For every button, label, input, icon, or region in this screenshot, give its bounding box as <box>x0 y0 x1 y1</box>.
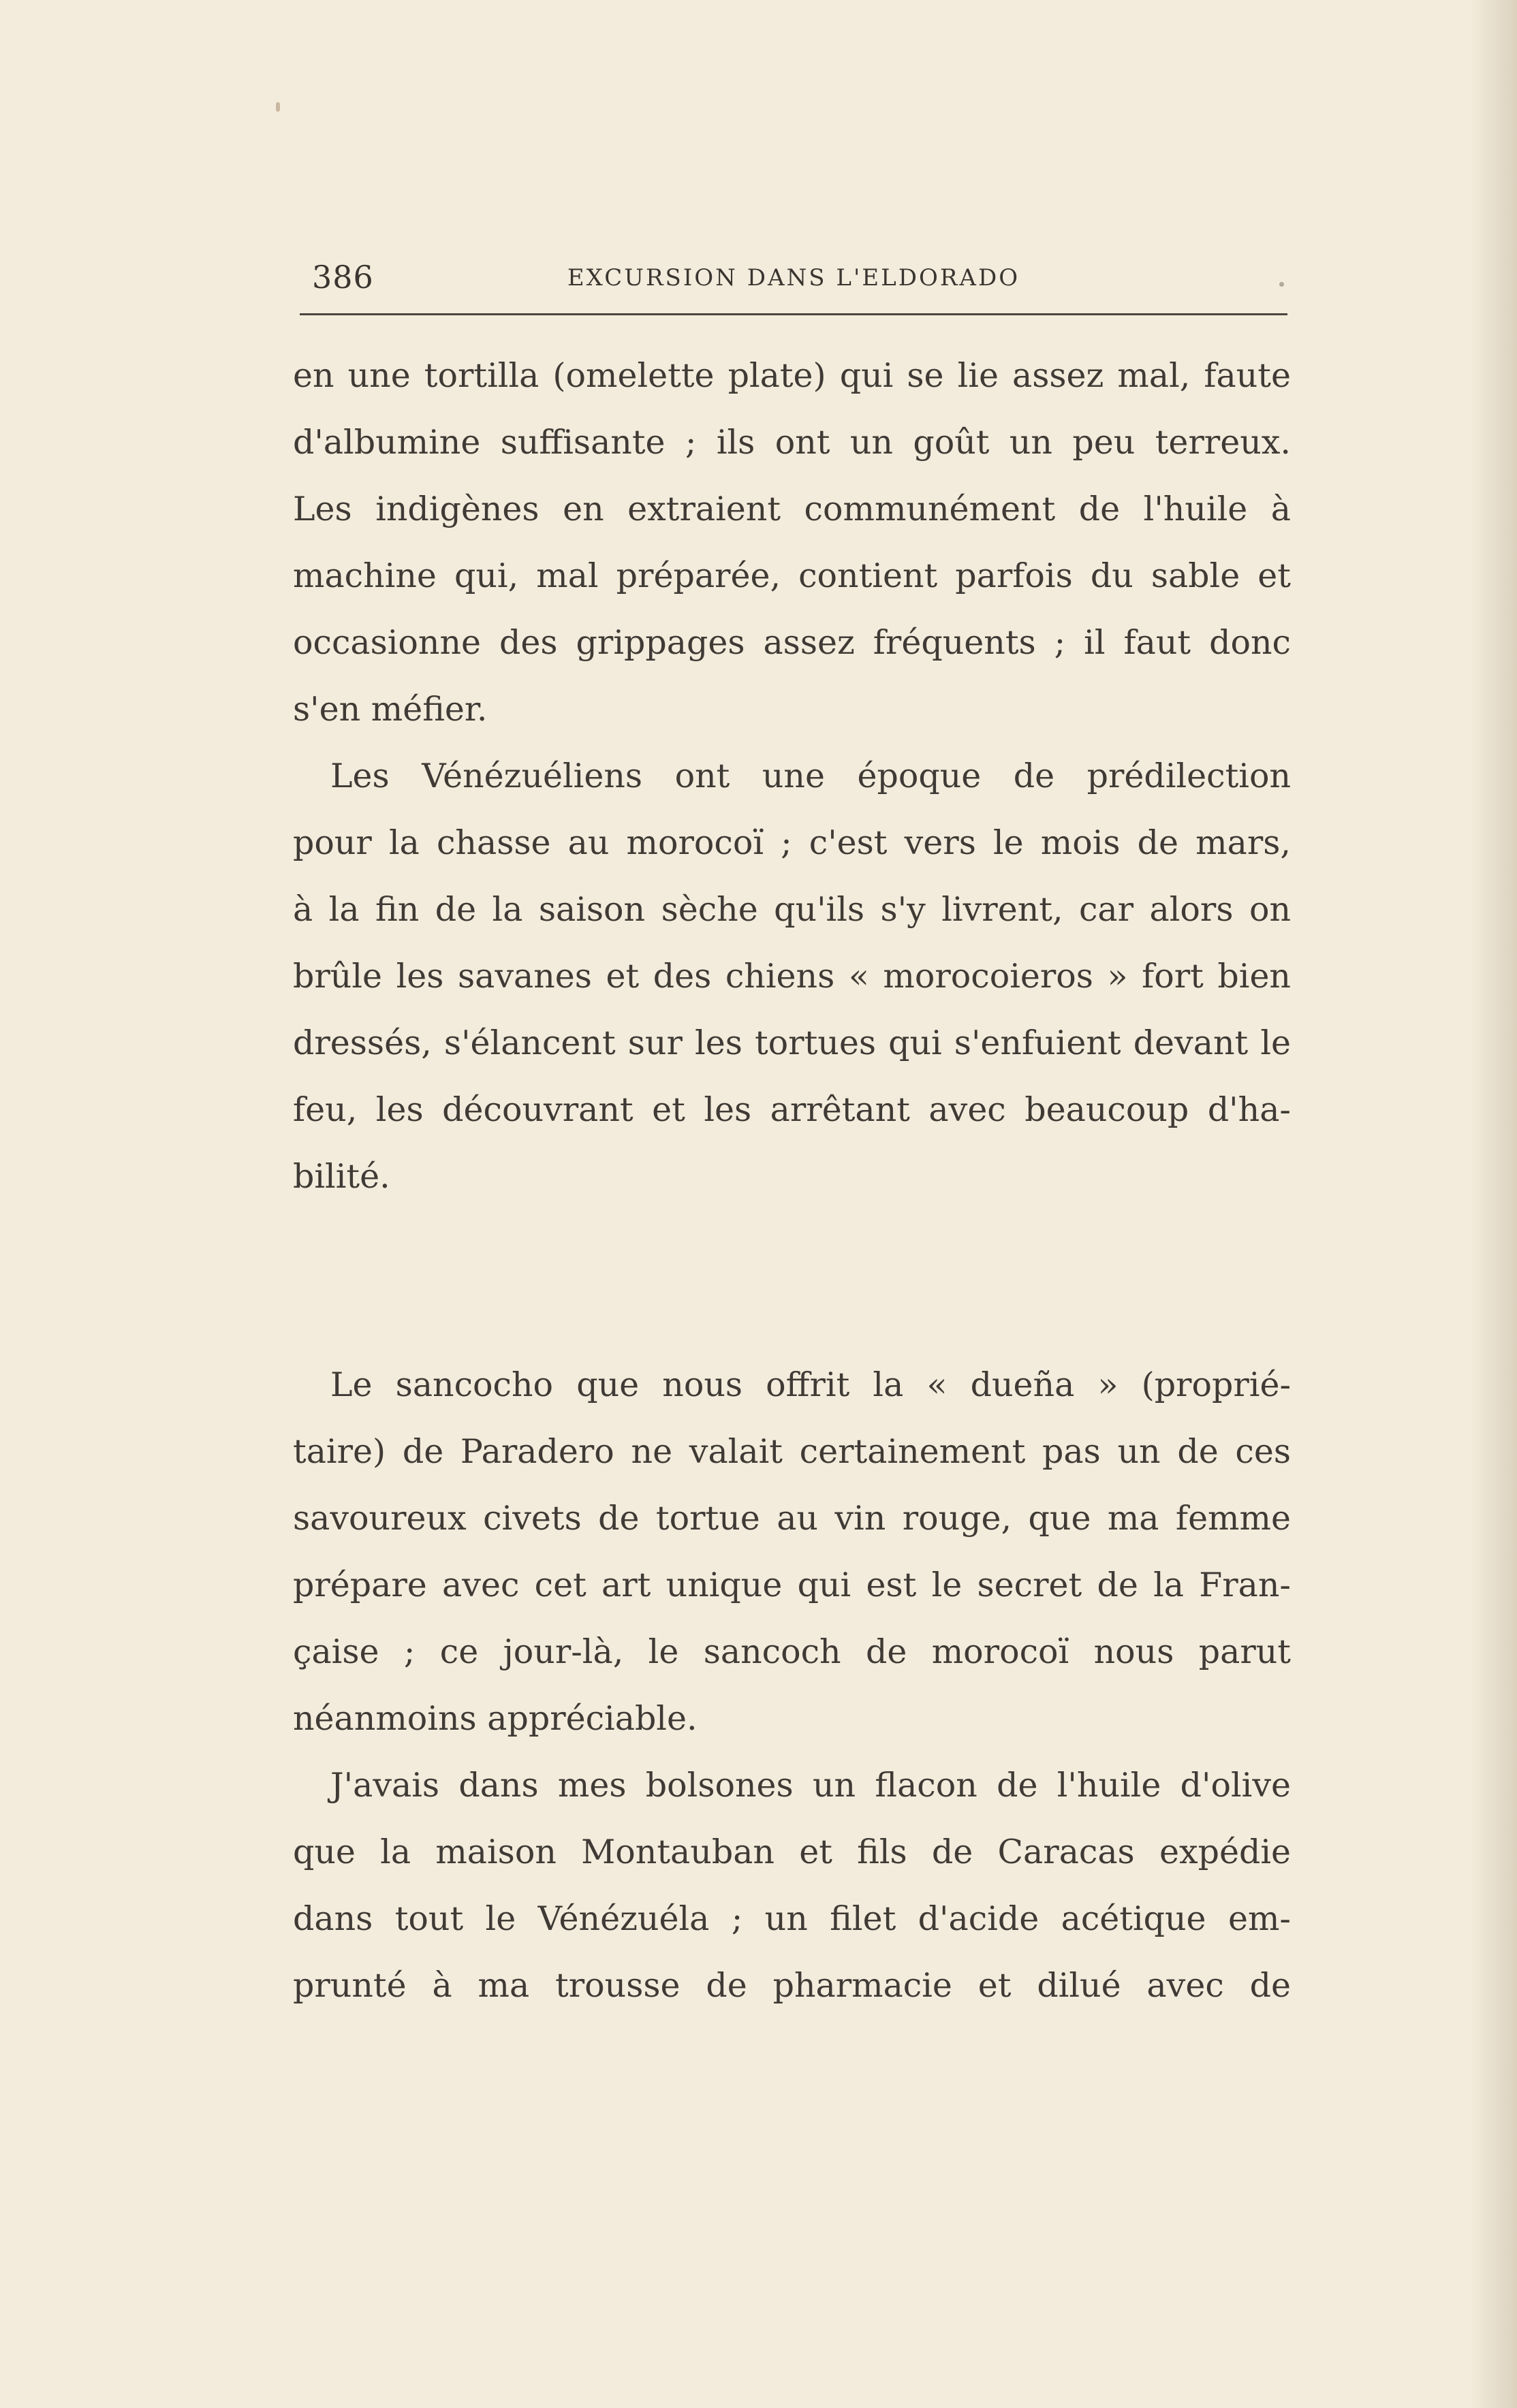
text-line: s'en méfier. <box>293 690 488 729</box>
text-line: pour la chasse au morocoï ; c'est vers le mois de mars, <box>293 823 1291 862</box>
text-line: à la fin de la saison sèche qu'ils s'y livrent, car alors on <box>293 890 1291 929</box>
text-line: Les Vénézuéliens ont une époque de prédilection <box>330 757 1291 795</box>
text-line: bilité. <box>293 1157 390 1196</box>
paper-stain <box>276 102 280 112</box>
text-line: J'avais dans mes bolsones un flacon de l'huile d'olive <box>330 1766 1291 1805</box>
text-section-2 <box>293 1352 1291 2019</box>
text-line: dressés, s'élancent sur les tortues qui s'enfuient devant le <box>293 1024 1291 1062</box>
text-line: çaise ; ce jour-là, le sancoch de morocoï nous parut <box>293 1632 1291 1671</box>
page-number: 386 <box>312 259 374 296</box>
text-line: prunté à ma trousse de pharmacie et dilué avec de <box>293 1966 1291 2005</box>
text-section-1 <box>293 343 1291 1210</box>
text-line: machine qui, mal préparée, contient parfois du sable et <box>293 556 1291 595</box>
text-line: d'albumine suffisante ; ils ont un goût un peu terreux. <box>293 423 1291 462</box>
running-title: EXCURSION DANS L'ELDORADO <box>567 264 1020 291</box>
header-dot <box>1279 282 1284 287</box>
text-line: néanmoins appréciable. <box>293 1699 698 1738</box>
text-line: brûle les savanes et des chiens « morocoieros » fort bien <box>293 957 1291 996</box>
text-line: savoureux civets de tortue au vin rouge, que ma femme <box>293 1499 1291 1538</box>
text-line: feu, les découvrant et les arrêtant avec beaucoup d'ha- <box>293 1090 1291 1129</box>
running-head <box>300 259 1287 306</box>
text-line: occasionne des grippages assez fréquents ; il faut donc <box>293 623 1291 662</box>
text-line: que la maison Montauban et fils de Caracas expédie <box>293 1833 1291 1871</box>
text-line: dans tout le Vénézuéla ; un filet d'acide acétique em- <box>293 1899 1291 1938</box>
text-line: Les indigènes en extraient communément de l'huile à <box>293 490 1291 528</box>
text-line: en une tortilla (omelette plate) qui se lie assez mal, faute <box>293 356 1291 395</box>
text-line: prépare avec cet art unique qui est le secret de la Fran- <box>293 1566 1291 1604</box>
header-rule <box>300 313 1287 315</box>
page-edge-shadow <box>1469 0 1517 2408</box>
text-line: taire) de Paradero ne valait certainement pas un de ces <box>293 1432 1291 1471</box>
text-line: Le sancocho que nous offrit la « dueña » (proprié- <box>330 1365 1291 1404</box>
